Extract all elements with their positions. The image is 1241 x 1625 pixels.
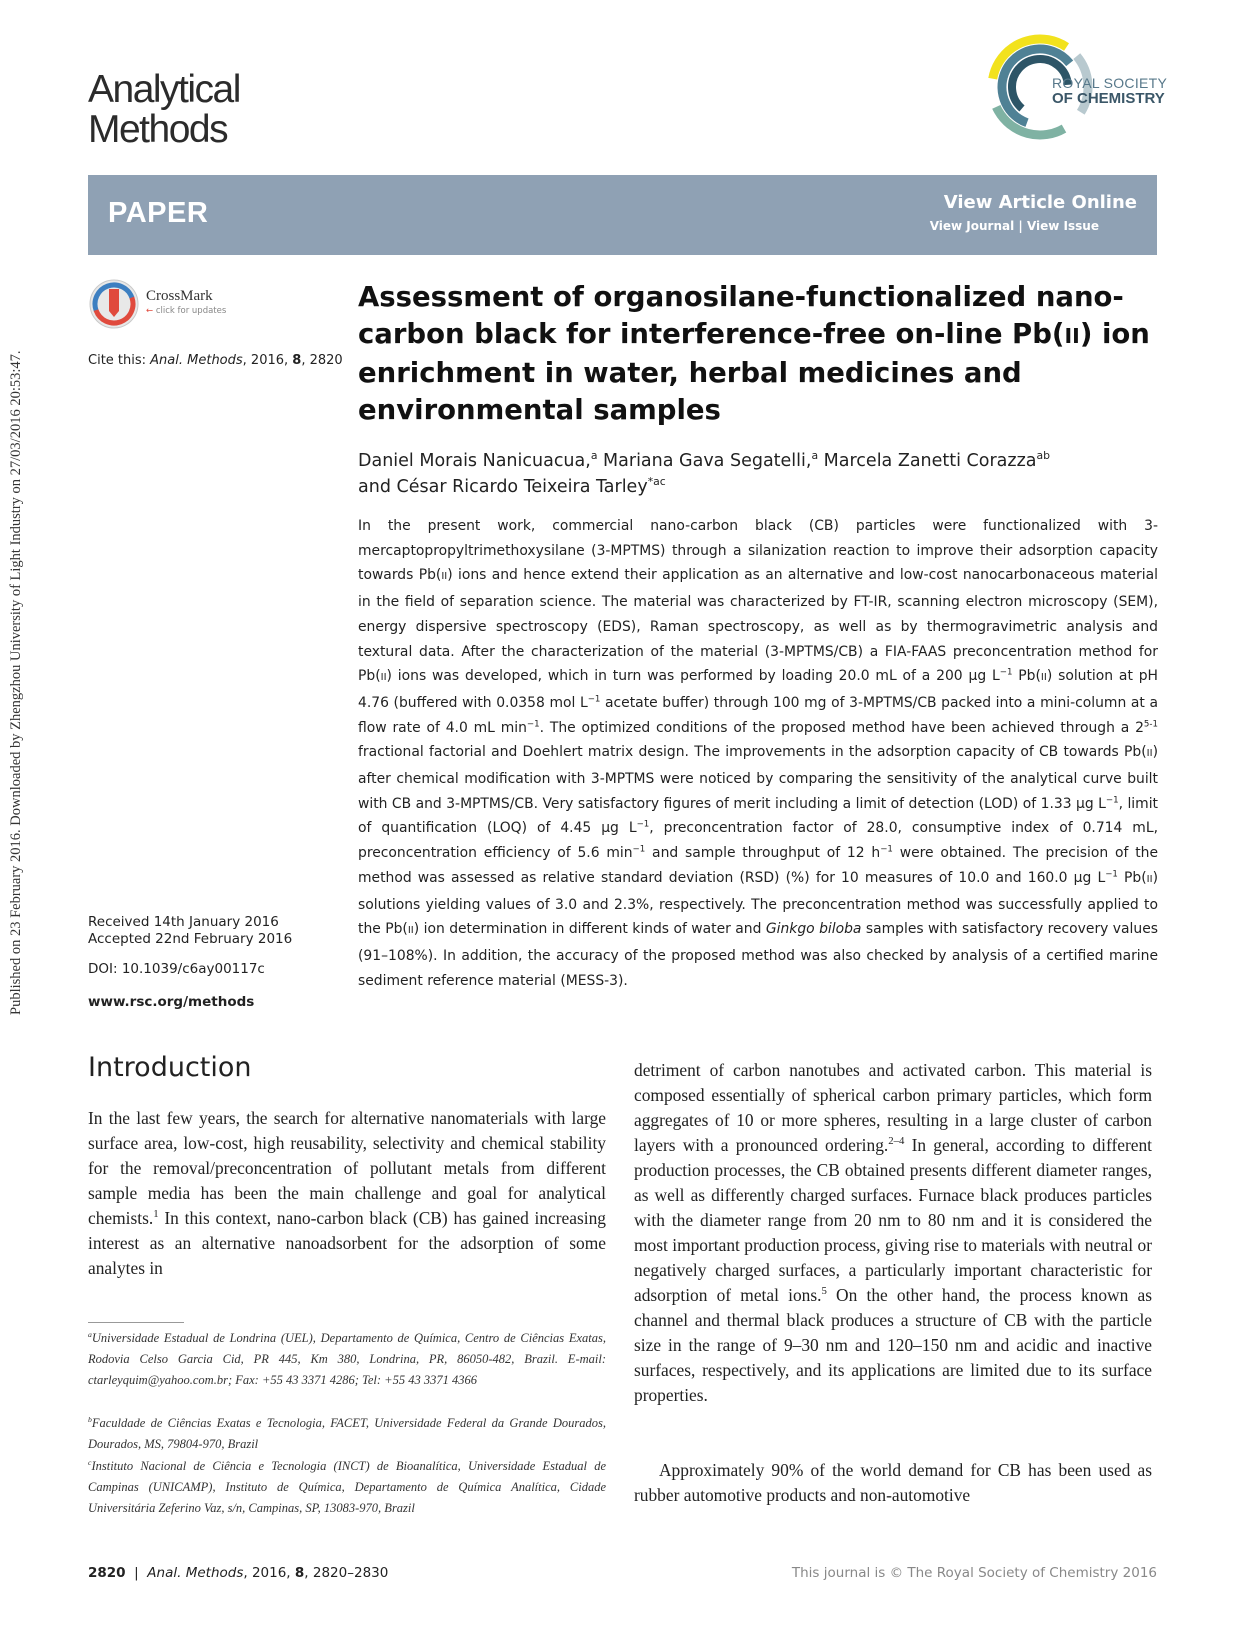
intro-paragraph-1 [88, 1106, 606, 1281]
publisher-name-line1: ROYAL SOCIETY [1052, 75, 1168, 91]
article-dates [88, 914, 292, 948]
cite-journal: Anal. Methods [150, 353, 243, 368]
intro-paragraph-2 [634, 1058, 1152, 1408]
oxidation-state: II [441, 571, 448, 583]
download-watermark: Published on 23 February 2016. Downloaded by Zhengzhou University of Light Industry on 27/03/2016 20:53:47. [8, 350, 24, 1015]
reference-link[interactable]: 2–4 [888, 1135, 905, 1148]
unit-exponent: −1 [1105, 869, 1118, 880]
abstract-text: acetate buffer) through 100 mg of 3-MPTMS/CB packed into a mini-column at a flow rate of 4.0 mL min [358, 694, 1158, 736]
author-4[interactable]: and César Ricardo Teixeira Tarley [358, 477, 648, 497]
unit-exponent: −1 [636, 819, 650, 830]
paragraph-text: In general, according to different production processes, the CB obtained presents different diameter ranges, as well as differently charged surfaces. Furnace black produces particles with the diameter range from 20 nm to 80 nm and it is considered the most important production process, giving rise to materials with neutral or negatively charged surfaces, a particularly important characteristic for adsorption of metal ions. [634, 1135, 1152, 1305]
unit-exponent: −1 [526, 719, 540, 729]
crossmark-title[interactable]: CrossMark [146, 288, 213, 304]
design-exponent: 5-1 [1143, 719, 1158, 729]
cite-volume: 8 [292, 353, 302, 368]
footnote-affiliation-a [88, 1328, 606, 1391]
abstract-text: ) after chemical modification with 3-MPTMS were noticed by comparing the sensitivity of the analytical curve built with CB and 3-MPTMS/CB. Very satisfactory figures of merit including a limit of detection (LOD) of 1.33 μg L [358, 744, 1158, 812]
footer-journal: Anal. Methods [147, 1565, 244, 1581]
paragraph-text: In this context, nano-carbon black (CB) has gained increasing interest as an alternative nanoadsorbent for the adsorption of some analytes in [88, 1208, 606, 1278]
arrow-left-icon: ← [146, 306, 154, 316]
oxidation-state: II [407, 925, 414, 937]
journal-title[interactable] [88, 70, 240, 150]
unit-exponent: −1 [1105, 795, 1119, 806]
unit-exponent: −1 [587, 694, 601, 705]
crossmark-subtitle [146, 306, 226, 316]
article-type-label: PAPER [108, 197, 209, 229]
accepted-date: Accepted 22nd February 2016 [88, 931, 293, 947]
crossmark-subtitle-text: click for updates [155, 306, 227, 316]
cite-year: , 2016, [242, 353, 293, 368]
paragraph-text: detriment of carbon nanotubes and activated carbon. This material is composed essentially of spherical carbon primary particles, which form aggregates of 10 or more spheres, resulting in a large cluster of carbon layers with a pronounced ordering. [634, 1060, 1152, 1155]
journal-title-line1: Analytical [88, 68, 240, 111]
footer-pages: , 2820–2830 [304, 1565, 389, 1581]
abstract-text: fractional factorial and Doehlert matrix design. The improvements in the adsorption capacity of CB towards Pb( [358, 744, 1147, 761]
species-name: Ginkgo biloba [765, 921, 862, 938]
doi[interactable]: DOI: 10.1039/c6ay00117c [88, 961, 265, 977]
oxidation-state: II [1040, 672, 1047, 684]
view-article-online-link[interactable]: View Article Online [943, 192, 1137, 213]
copyright-notice: This journal is © The Royal Society of Chemistry 2016 [791, 1565, 1157, 1581]
cite-prefix: Cite this: [88, 353, 151, 368]
page-number: 2820 [88, 1565, 126, 1581]
oxidation-state: II [1146, 873, 1153, 885]
title-oxidation-state: II [1064, 324, 1080, 348]
footer-separator: | [125, 1565, 148, 1581]
unit-exponent: −1 [880, 844, 893, 855]
page-footer-citation [88, 1565, 388, 1581]
author-4-affil: *ac [647, 475, 666, 489]
cite-page: , 2820 [301, 353, 343, 368]
author-1-affil: a [590, 449, 598, 463]
abstract-text: , limit of quantification (LOQ) of 4.45 μg L [358, 795, 1158, 837]
intro-paragraph-3: Approximately 90% of the world demand for CB has been used as rubber automotive products and non-automotive [634, 1460, 1152, 1505]
author-2[interactable]: Mariana Gava Segatelli, [597, 451, 812, 471]
author-list [358, 448, 1158, 500]
author-1[interactable]: Daniel Morais Nanicuacua, [358, 451, 591, 471]
reference-link[interactable]: 1 [153, 1208, 159, 1221]
oxidation-state: II [1146, 748, 1153, 760]
footnote-marker: c [88, 1457, 92, 1467]
abstract [358, 514, 1158, 993]
view-issue-link[interactable]: View Issue [1026, 219, 1099, 233]
citation [88, 353, 343, 368]
footnote-marker: b [88, 1414, 92, 1424]
unit-exponent: −1 [999, 667, 1013, 678]
paragraph-text: On the other hand, the process known as channel and thermal black produces a structure of CB with the particle size in the range of 9–30 nm and 120–150 nm and acidic and inactive surfaces, respectively, and its applications are limited due to its surface properties. [634, 1285, 1152, 1405]
received-date: Received 14th January 2016 [88, 914, 279, 930]
oxidation-state: II [380, 672, 387, 684]
abstract-text: . The optimized conditions of the proposed method have been achieved through a 2 [539, 719, 1144, 736]
banner-links [930, 219, 1099, 233]
paragraph-text: In the last few years, the search for alternative nanomaterials with large surface area, low-cost, high reusability, selectivity and chemical stability for the removal/preconcentration of pollutant metals from different sample media has been the main challenge and goal for analytical chemists. [88, 1108, 606, 1228]
article-title [358, 279, 1158, 429]
publisher-name-line2: OF CHEMISTRY [1052, 90, 1165, 107]
footnote-text: Faculdade de Ciências Exatas e Tecnologia, FACET, Universidade Federal da Grande Dourados, Dourados, MS, 79804-970, Brazil [88, 1416, 606, 1451]
section-heading-introduction: Introduction [88, 1052, 252, 1083]
abstract-text: ) solution at pH 4.76 (buffered with 0.0358 mol L [358, 668, 1158, 711]
title-part2: ) ion enrichment in water, herbal medicines and environmental samples [358, 318, 1150, 426]
author-3[interactable]: Marcela Zanetti Corazza [818, 451, 1037, 471]
footer-year: , 2016, [243, 1565, 295, 1581]
abstract-text: were obtained. The precision of the method was assessed as relative standard deviation (RSD) (%) for 10 measures of 10.0 and 160.0 μg L [358, 845, 1158, 886]
abstract-text: Pb( [1012, 668, 1041, 685]
abstract-text: In the present work, commercial nano-carbon black (CB) particles were functionalized with 3-mercaptopropyltrimethoxysilane (3-MPTMS) through a silanization reaction to improve their adsorption capacity towards Pb( [358, 518, 1158, 584]
abstract-text: , preconcentration factor of 28.0, consumptive index of 0.714 mL, preconcentration efficiency of 5.6 min [358, 820, 1158, 862]
title-part1: Assessment of organosilane-functionalized nano-carbon black for interference-free on-line Pb( [358, 281, 1124, 350]
footnote-text: Instituto Nacional de Ciência e Tecnologia (INCT) de Bioanalítica, Universidade Estadual de Campinas (UNICAMP), Instituto de Química, Departamento de Química Analítica, Cidade Universitária Zeferino Vaz, s/n, Campinas, SP, 13083-970, Brazil [88, 1459, 606, 1515]
footnote-marker: a [88, 1329, 92, 1339]
footnote-affiliation-b [88, 1413, 606, 1455]
abstract-text: samples with satisfactory recovery values (91–108%). In addition, the accuracy of the proposed method was also checked by analysis of a certified marine sediment reference material (MESS-3). [358, 921, 1158, 989]
banner-link-separator: | [1014, 219, 1027, 233]
journal-url-link[interactable]: www.rsc.org/methods [88, 994, 255, 1010]
article-type-banner [88, 175, 1157, 255]
publisher-name [1052, 76, 1167, 106]
abstract-text: ) solutions yielding values of 3.0 and 2.3%, respectively. The preconcentration method was successfully applied to the Pb( [358, 869, 1158, 938]
abstract-text: ) ions and hence extend their application as an alternative and low-cost nanocarbonaceous material in the field of separation science. The material was characterized by FT-IR, scanning electron microscopy (SEM), energy dispersive spectroscopy (EDS), Raman spectroscopy, as well as by thermogravimetric analysis and textural data. After the characterization of the material (3-MPTMS/CB) a FIA-FAAS preconcentration method for Pb( [358, 567, 1158, 685]
abstract-text: Pb( [1117, 869, 1147, 886]
journal-title-line2: Methods [88, 108, 228, 151]
abstract-text: and sample throughput of 12 h [645, 845, 881, 862]
footnote-text: Universidade Estadual de Londrina (UEL), Departamento de Química, Centro de Ciências Exatas, Rodovia Celso Garcia Cid, PR 445, Km 380, Londrina, PR, 86050-482, Brazil. E-mail: ctarleyquim@yahoo.com.br; Fax: +55 43 3371 4286; Tel: +55 43 3371 4366 [88, 1331, 606, 1387]
abstract-text: ) ions was developed, which in turn was performed by loading 20.0 mL of a 200 μg L [386, 668, 1000, 685]
unit-exponent: −1 [632, 844, 646, 855]
footnote-affiliation-c [88, 1456, 606, 1519]
footnote-divider [88, 1322, 184, 1323]
footer-volume: 8 [294, 1565, 305, 1581]
author-2-affil: a [811, 449, 819, 463]
reference-link[interactable]: 5 [821, 1285, 827, 1298]
abstract-text: ) ion determination in different kinds of water and [413, 921, 766, 938]
author-3-affil: ab [1036, 449, 1051, 463]
view-journal-link[interactable]: View Journal [929, 219, 1015, 233]
